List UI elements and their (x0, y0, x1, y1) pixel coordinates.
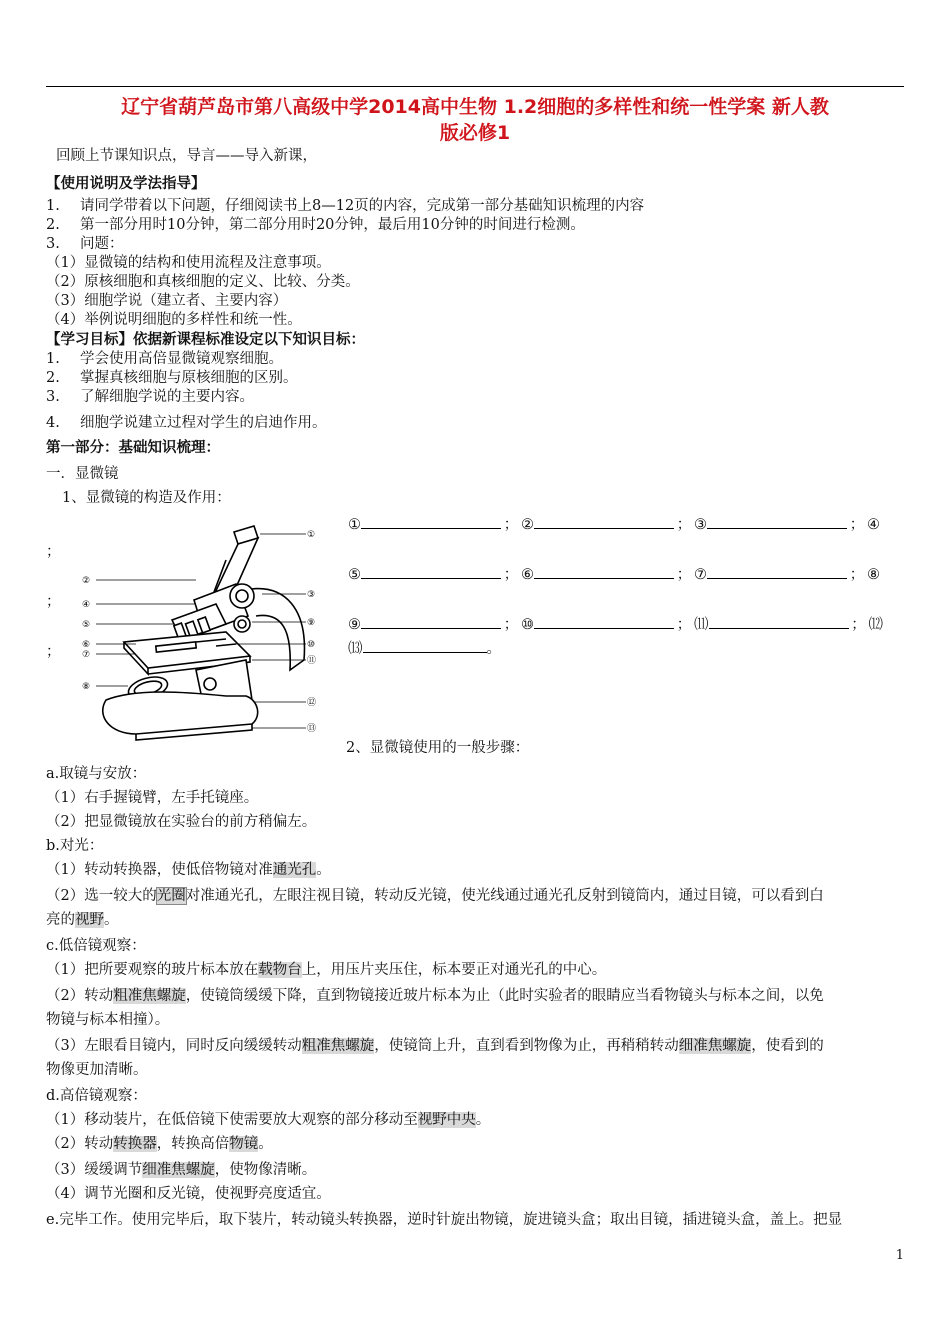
diagram-label-6: ⑥ (82, 640, 91, 650)
usage-item: 3. 问题： (46, 236, 124, 252)
usage-item: 2. 第一部分用时10分钟，第二部分用时20分钟，最后用10分钟的时间进行检测。 (46, 217, 585, 233)
step-c-title: c.低倍镜观察： (46, 938, 146, 954)
diagram-label-9: ⑨ (307, 618, 316, 628)
fill-row-2: ⑤ ； ⑥ ； ⑦ ； ⑧ (348, 564, 880, 585)
goal-item: 4. 细胞学说建立过程对学生的启迪作用。 (46, 415, 327, 431)
diagram-label-8: ⑧ (82, 682, 91, 692)
subsection-structure: 1、显微镜的构造及作用： (62, 490, 231, 506)
blank-10[interactable] (534, 614, 674, 629)
fill-row-3: ⑨ ； ⑩ ； ⑾ ； ⑿ (348, 614, 883, 635)
wrap-semicolon: ； (46, 594, 61, 610)
step-d-line: （2）转动转换器，转换高倍物镜。 (46, 1136, 273, 1152)
blank-9[interactable] (361, 614, 501, 629)
blank-7[interactable] (707, 564, 847, 579)
step-d-line: （3）缓缓调节细准焦螺旋，使物像清晰。 (46, 1162, 317, 1178)
blank-11[interactable] (709, 614, 849, 629)
diagram-label-12: ⑫ (307, 698, 317, 708)
blank-6[interactable] (534, 564, 674, 579)
step-c-line: （1）把所要观察的玻片标本放在载物台上，用压片夹压住，标本要正对通光孔的中心。 (46, 962, 607, 978)
step-c-line: （2）转动粗准焦螺旋，使镜筒缓缓下降，直到物镜接近玻片标本为止（此时实验者的眼睛应当看物镜头与标本之间，以免 (46, 988, 824, 1004)
fill-row-4: ⒀ 。 (348, 638, 501, 659)
usage-heading: 【使用说明及学法指导】 (46, 175, 206, 192)
step-c-line: 物镜与标本相撞）。 (46, 1012, 170, 1028)
subsection-steps: 2、显微镜使用的一般步骤： (346, 740, 530, 756)
step-b-line: 亮的视野。 (46, 912, 119, 928)
step-b-title: b.对光： (46, 838, 104, 854)
blank-13[interactable] (363, 638, 487, 653)
question-item: （4）举例说明细胞的多样性和统一性。 (46, 312, 302, 328)
page-number: 1 (895, 1248, 904, 1263)
document-title-line2: 版必修1 (439, 122, 511, 144)
usage-item: 1. 请同学带着以下问题，仔细阅读书上8—12页的内容，完成第一部分基础知识梳理的内容 (46, 198, 645, 214)
diagram-label-4: ④ (82, 600, 91, 610)
document-title-line1: 辽宁省葫芦岛市第八高级中学2014高中生物 1.2细胞的多样性和统一性学案 新人教 (121, 96, 829, 118)
goal-item: 1. 学会使用高倍显微镜观察细胞。 (46, 351, 283, 367)
diagram-label-11: ⑪ (307, 656, 317, 666)
blank-3[interactable] (707, 514, 847, 529)
step-b-line: （1）转动转换器，使低倍物镜对准通光孔。 (46, 862, 331, 878)
step-b-line: （2）选一较大的光圈对准通光孔，左眼注视目镜，转动反光镜，使光线通过通光孔反射到镜筒内，通过目镜，可以看到白 (46, 888, 824, 904)
step-c-line: （3）左眼看目镜内，同时反向缓缓转动粗准焦螺旋，使镜筒上升，直到看到物像为止，再稍稍转动细准焦螺旋，使看到的 (46, 1038, 824, 1054)
part1-heading: 第一部分：基础知识梳理： (46, 439, 220, 456)
step-d-title: d.高倍镜观察： (46, 1088, 147, 1104)
fill-row-1: ① ； ② ； ③ ； ④ (348, 514, 880, 535)
goal-item: 3. 了解细胞学说的主要内容。 (46, 389, 254, 405)
blank-5[interactable] (361, 564, 501, 579)
diagram-label-3: ③ (307, 590, 316, 600)
intro-text: 回顾上节课知识点，导言——导入新课， (56, 148, 317, 164)
goals-heading: 【学习目标】依据新课程标准设定以下知识目标： (46, 331, 365, 348)
diagram-label-10: ⑩ (307, 640, 316, 650)
section-microscope: 一．显微镜 (46, 466, 119, 482)
wrap-semicolon: ； (46, 644, 61, 660)
microscope-diagram (76, 520, 336, 742)
question-item: （2）原核细胞和真核细胞的定义、比较、分类。 (46, 274, 360, 290)
blank-1[interactable] (361, 514, 501, 529)
step-d-line: （1）移动装片，在低倍镜下使需要放大观察的部分移动至视野中央。 (46, 1112, 491, 1128)
diagram-label-13: ⑬ (307, 724, 317, 734)
step-a-line: （1）右手握镜臂，左手托镜座。 (46, 790, 259, 806)
blank-2[interactable] (534, 514, 674, 529)
goal-item: 2. 掌握真核细胞与原核细胞的区别。 (46, 370, 298, 386)
diagram-label-1: ① (307, 530, 316, 540)
step-e-line: e.完毕工作。使用完毕后，取下装片，转动镜头转换器，逆时针旋出物镜，旋进镜头盒；取出目镜，插进镜头盒，盖上。把显 (46, 1212, 843, 1228)
step-c-line: 物像更加清晰。 (46, 1062, 148, 1078)
question-item: （3）细胞学说（建立者、主要内容） (46, 293, 288, 309)
wrap-semicolon: ； (46, 544, 61, 560)
step-d-line: （4）调节光圈和反光镜，使视野亮度适宜。 (46, 1186, 331, 1202)
header-rule (46, 86, 904, 87)
step-a-title: a.取镜与安放： (46, 766, 147, 782)
diagram-label-7: ⑦ (82, 650, 91, 660)
diagram-label-5: ⑤ (82, 620, 91, 630)
step-a-line: （2）把显微镜放在实验台的前方稍偏左。 (46, 814, 317, 830)
diagram-label-2: ② (82, 576, 91, 586)
question-item: （1）显微镜的结构和使用流程及注意事项。 (46, 255, 331, 271)
